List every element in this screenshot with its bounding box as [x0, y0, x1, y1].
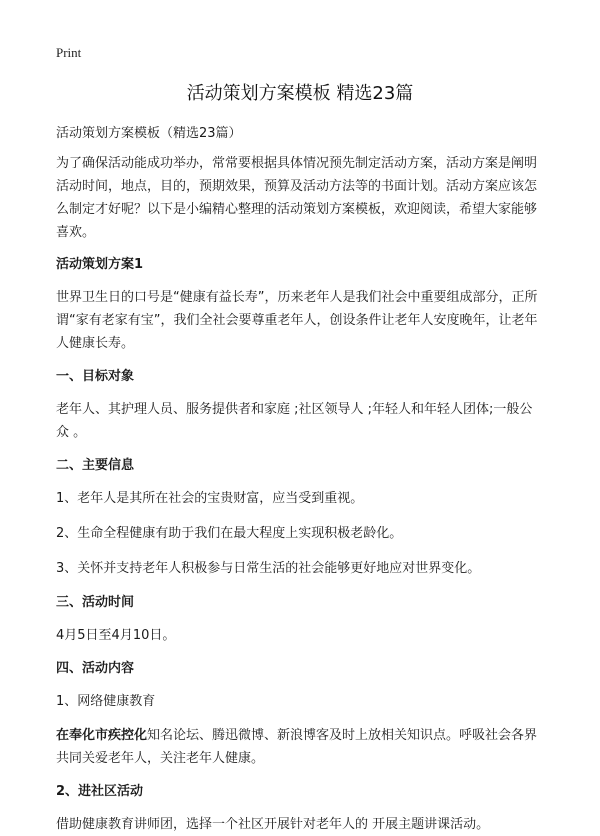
section1-heading: 一、目标对象 — [56, 369, 135, 384]
section3-heading: 三、活动时间 — [56, 595, 135, 610]
section3-paragraph: 4月5日至4月10日。 — [56, 628, 176, 643]
section2-heading: 二、主要信息 — [56, 458, 135, 473]
document-title: 活动策划方案模板 精选23篇 — [186, 83, 414, 104]
section4-sub1-bold-lead: 在奉化市疾控化 — [56, 728, 148, 743]
document-subtitle: 活动策划方案模板（精选23篇） — [56, 126, 242, 141]
section2-item: 1、老年人是其所在社会的宝贵财富，应当受到重视。 — [56, 491, 364, 506]
section2-item: 2、生命全程健康有助于我们在最大程度上实现积极老龄化。 — [56, 526, 403, 541]
section4-sub1-paragraph — [56, 724, 544, 770]
section4-sub2-heading: 2、进社区活动 — [56, 784, 144, 799]
section4-heading: 四、活动内容 — [56, 661, 135, 676]
plan1-heading: 活动策划方案1 — [56, 257, 144, 272]
print-link[interactable]: Print — [56, 45, 82, 60]
plan1-intro-paragraph: 世界卫生日的口号是“健康有益长寿”，历来老年人是我们社会中重要组成部分，正所谓“家有老家有宝”，我们全社会要尊重老年人，创设条件让老年人安度晚年，让老年人健康长寿。 — [56, 290, 538, 351]
section1-paragraph: 老年人、其护理人员、服务提供者和家庭 ;社区领导人 ;年轻人和年轻人团体;一般公众 。 — [56, 402, 533, 440]
section2-item: 3、关怀并支持老年人积极参与日常生活的社会能够更好地应对世界变化。 — [56, 561, 481, 576]
section4-sub1-text: 知名论坛、腾迅微博、新浪博客及时上放相关知识点。呼吸社会各界共同关爱老年人，关注老年人健康。 — [56, 728, 538, 766]
section4-sub1-label: 1、网络健康教育 — [56, 694, 156, 709]
intro-paragraph: 为了确保活动能成功举办，常常要根据具体情况预先制定活动方案，活动方案是阐明活动时间，地点，目的，预期效果，预算及活动方法等的书面计划。活动方案应该怎么制定才好呢？以下是小编精心整理的活动策划方案模板，欢迎阅读，希望大家能够喜欢。 — [56, 156, 538, 240]
section4-sub2-paragraph: 借助健康教育讲师团，选择一个社区开展针对老年人的 开展主题讲课活动。 — [56, 817, 490, 832]
